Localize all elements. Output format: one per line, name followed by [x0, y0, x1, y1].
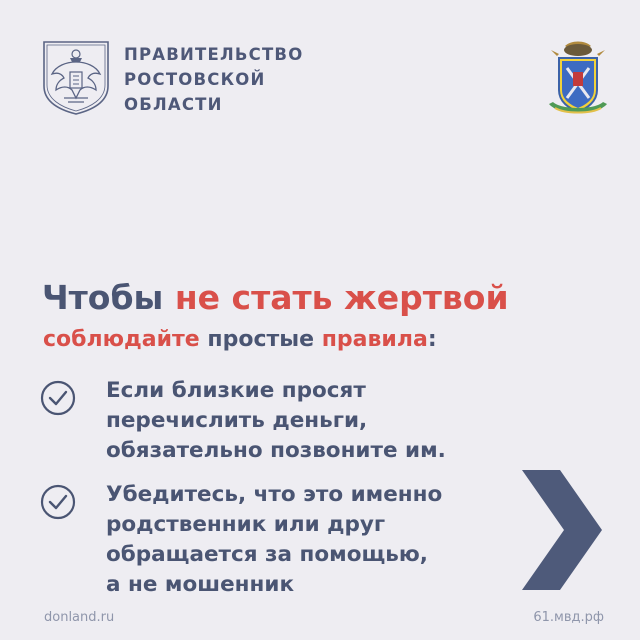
- rule-text: [106, 376, 526, 466]
- footer-site-link[interactable]: donland.ru: [44, 610, 115, 625]
- subline-text-2: :: [427, 327, 437, 352]
- rule-text: [106, 480, 526, 600]
- subline-accent-2: правила: [321, 327, 428, 352]
- org-title-line-3: ОБЛАСТИ: [124, 95, 223, 114]
- rostov-coat-of-arms-icon: [42, 40, 110, 116]
- headline-text: Чтобы: [42, 278, 175, 317]
- header: [0, 0, 640, 130]
- rule-line: обязательно позвоните им.: [106, 438, 446, 463]
- rule-line: родственник или друг: [106, 512, 386, 537]
- check-circle-icon: [40, 380, 76, 416]
- headline: [42, 278, 509, 318]
- rule-line: Если близкие просят: [106, 378, 366, 403]
- rule-line: а не мошенник: [106, 572, 295, 597]
- org-title: [124, 42, 303, 117]
- subline-accent-1: соблюдайте: [43, 327, 200, 352]
- check-circle-icon: [40, 484, 76, 520]
- rule-line: Убедитесь, что это именно: [106, 482, 443, 507]
- subline: [43, 325, 437, 355]
- org-title-line-2: РОСТОВСКОЙ: [124, 70, 266, 89]
- rule-line: перечислить деньги,: [106, 408, 368, 433]
- org-title-line-1: ПРАВИТЕЛЬСТВО: [124, 45, 304, 64]
- chevron-right-icon[interactable]: [520, 468, 604, 592]
- subline-text-1: простые: [199, 327, 322, 352]
- footer-mvd-link[interactable]: 61.мвд.рф: [533, 610, 604, 625]
- headline-accent: не стать жертвой: [174, 278, 509, 317]
- mvd-emblem-icon: [545, 38, 611, 120]
- rule-line: обращается за помощью,: [106, 542, 428, 567]
